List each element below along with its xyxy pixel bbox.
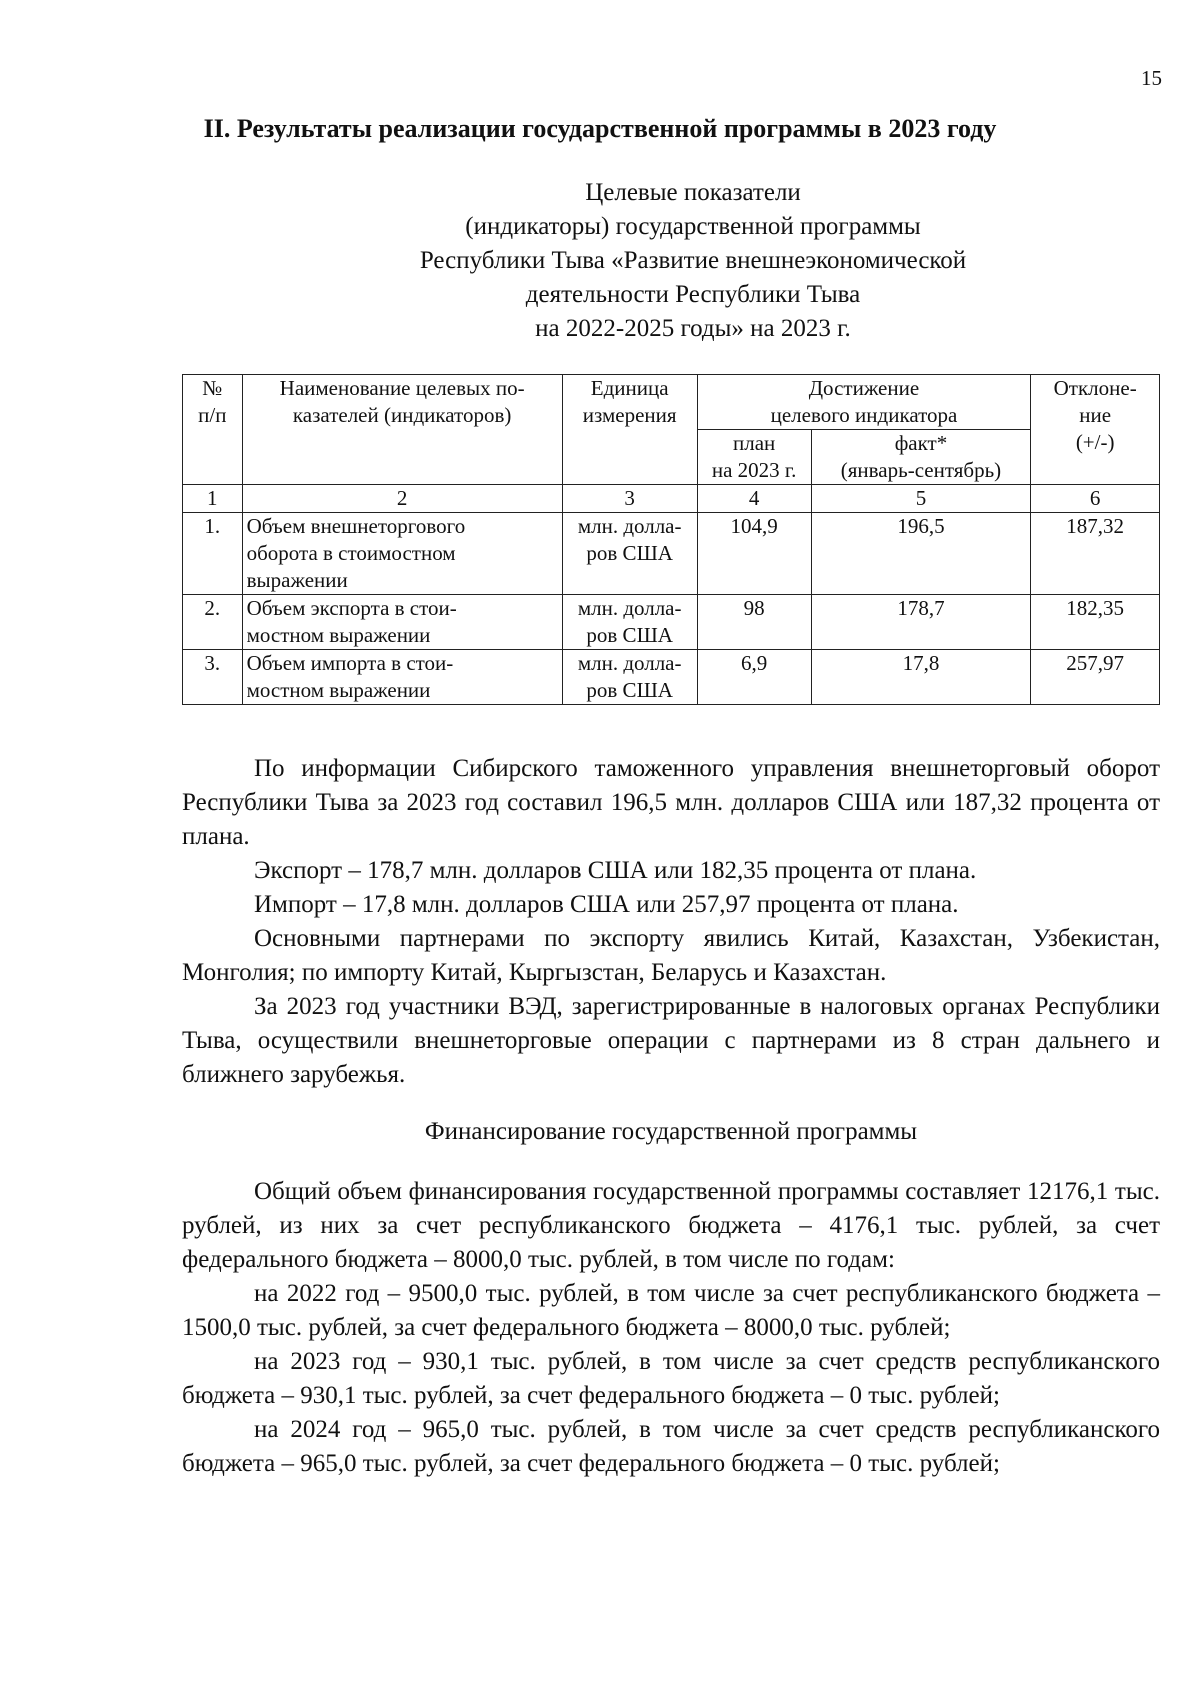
header-deviation: Отклоне- ние (+/-) [1031,375,1160,485]
header-fact: факт* (январь-сентябрь) [811,430,1031,485]
financing-title: Финансирование государственной программы [424,1118,918,1145]
table-row [183,513,1160,595]
paragraph: на 2022 год – 9500,0 тыс. рублей, в том числе за счет республиканского бюджета – 1500,0 тыс. рублей, за счет федерального бюджета – 8000,0 тыс. рублей; [182,1280,1160,1341]
fact-value: 196,5 [811,513,1031,595]
indicators-table [182,374,1160,705]
col-number: 5 [811,485,1031,513]
row-number: 1. [183,513,243,595]
deviation-value: 187,32 [1031,513,1160,595]
page-number: 15 [1141,66,1162,90]
table-header-row [183,375,1160,430]
header-indicator-name: Наименование целевых по- казателей (индикаторов) [242,375,562,485]
section-heading: II. Результаты реализации государственной программы в 2023 году [203,114,997,143]
table-row [183,595,1160,650]
table-row [183,650,1160,705]
col-number: 4 [697,485,811,513]
indicator-name: Объем внешнеторгового оборота в стоимостном выражении [242,513,562,595]
paragraph: Общий объем финансирования государственной программы составляет 12176,1 тыс. рублей, из них за счет республиканского бюджета – 4176,1 тыс. рублей, за счет федерального бюджета – 8000,0 тыс. рублей, в том числе по годам: [182,1178,1160,1273]
paragraph: Импорт – 17,8 млн. долларов США или 257,97 процента от плана. [254,891,959,918]
paragraph: Основными партнерами по экспорту явились Китай, Казахстан, Узбекистан, Монголия; по импорту Китай, Кыргызстан, Беларусь и Казахстан. [182,925,1160,986]
caption-line: Республики Тыва «Развитие внешнеэкономической [419,247,967,274]
paragraph: За 2023 год участники ВЭД, зарегистрированные в налоговых органах Республики Тыва, осуществили внешнеторговые операции с партнерами из 8 стран дальнего и ближнего зарубежья. [182,993,1160,1088]
body-text [182,752,1160,1481]
header-achievement: Достижение целевого индикатора [697,375,1031,430]
col-number: 2 [242,485,562,513]
header-unit: Единица измерения [562,375,697,485]
caption-line: (индикаторы) государственной программы [465,213,921,240]
header-number: № п/п [183,375,243,485]
row-number: 3. [183,650,243,705]
caption-line: на 2022-2025 годы» на 2023 г. [535,315,851,342]
indicator-name: Объем экспорта в стои- мостном выражении [242,595,562,650]
plan-value: 98 [697,595,811,650]
fact-value: 178,7 [811,595,1031,650]
col-number: 1 [183,485,243,513]
unit: млн. долла- ров США [562,650,697,705]
caption-line: деятельности Республики Тыва [525,281,861,308]
deviation-value: 257,97 [1031,650,1160,705]
row-number: 2. [183,595,243,650]
paragraph: Экспорт – 178,7 млн. долларов США или 182,35 процента от плана. [254,857,977,884]
paragraph: По информации Сибирского таможенного управления внешнеторговый оборот Республики Тыва за 2023 год составил 196,5 млн. долларов США или 187,32 процента от плана. [182,755,1160,850]
plan-value: 6,9 [697,650,811,705]
deviation-value: 182,35 [1031,595,1160,650]
plan-value: 104,9 [697,513,811,595]
column-number-row [183,485,1160,513]
caption-line: Целевые показатели [585,179,801,206]
paragraph: на 2024 год – 965,0 тыс. рублей, в том числе за счет средств республиканского бюджета – 965,0 тыс. рублей, за счет федерального бюджета – 0 тыс. рублей; [182,1416,1160,1477]
col-number: 3 [562,485,697,513]
paragraph: на 2023 год – 930,1 тыс. рублей, в том числе за счет средств республиканского бюджета – 930,1 тыс. рублей, за счет федерального бюджета – 0 тыс. рублей; [182,1348,1160,1409]
table-caption [340,176,1046,346]
header-plan: план на 2023 г. [697,430,811,485]
unit: млн. долла- ров США [562,513,697,595]
indicator-name: Объем импорта в стои- мостном выражении [242,650,562,705]
fact-value: 17,8 [811,650,1031,705]
col-number: 6 [1031,485,1160,513]
unit: млн. долла- ров США [562,595,697,650]
